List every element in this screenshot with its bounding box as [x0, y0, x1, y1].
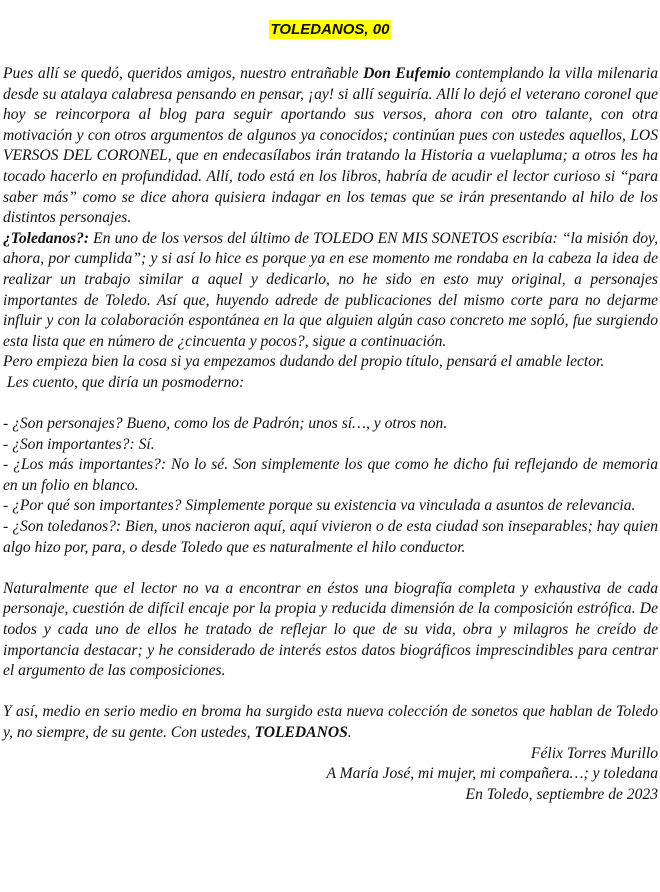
paragraph-intro	[3, 64, 658, 229]
paragraph-posmoderno: Les cuento, que diría un posmoderno:	[3, 373, 245, 391]
paragraph-intro-text-2: contemplando la villa milenaria desde su atalaya calabresa pensando en pensar, ¡ay! si allí seguiría. Allí lo dejó el veterano coronel que hoy se reincorpora al blog para seguir aportando sus versos, ahora con otro talante, con otra motivación y con otros argumentos de algunos ya conocidos; continúan pues con ustedes aquellos, LOS VERSOS DEL CORONEL, que en endecasílabos irán tratando la Historia a vuelapluma; a otros les ha tocado hacerlo en profundidad. Allí, todo está en los libros, habría de acudir el lector curioso si “para saber más” como se dice ahora quisiera indagar en los temas que se irán presentando al hilo de los distintos personajes.	[3, 65, 658, 227]
paragraph-toledanos-text: En uno de los versos del último de TOLEDO EN MIS SONETOS escribía: “la misión doy, ahora, por cumplida”; y si así lo hice es porque ya en ese momento me rondaba en la cabeza la idea de realizar un trabajo similar a aquel y dedicarlo, no he sido en esto muy original, a personajes importantes de Toledo. Así que, huyendo adrede de publicaciones del mismo corte para no dejarme influir y con la colaboración espontánea en la que alguien algún caso concreto me sopló, fue surgiendo esta lista que en número de ¿cincuenta y pocos?, sigue a continuación.	[3, 229, 658, 350]
spacer	[3, 558, 658, 579]
paragraph-biography-note: Naturalmente que el lector no va a encontrar en éstos una biografía completa y exhaustiva de cada personaje, cuestión de difícil encaje por la propia y reducida dimensión de la composición estrófica. De todos y cada uno de ellos he tratado de reflejar lo que de su vida, obra y milagros he creído de importancia destacar; y he considerado de interés estos datos biográficos imprescindibles para centrar el argumento de las composiciones.	[3, 579, 658, 680]
page-title: TOLEDANOS, 00	[270, 21, 390, 38]
qa-item: - ¿Son importantes?: Sí.	[3, 435, 155, 453]
paragraph-intro-text-1: Pues allí se quedó, queridos amigos, nuestro entrañable	[3, 65, 364, 82]
qa-item: - ¿Son personajes? Bueno, como los de Padrón; unos sí…, y otros non.	[3, 415, 448, 433]
signature-author: Félix Torres Murillo	[530, 744, 658, 762]
qa-item: - ¿Los más importantes?: No lo sé. Son simplemente los que como he dicho fui reflejando de memoria en un folio en blanco.	[3, 456, 658, 494]
paragraph-closing-period: .	[347, 724, 352, 741]
title-block	[0, 21, 660, 39]
signature-place-date: En Toledo, septiembre de 2023	[465, 785, 658, 803]
qa-item: - ¿Son toledanos?: Bien, unos nacieron aquí, aquí vivieron o de esta ciudad son inseparables; hay quien algo hizo por, para, o desde Toledo que es naturalmente el hilo conductor.	[3, 518, 658, 556]
paragraph-closing	[3, 702, 658, 743]
spacer	[3, 682, 658, 703]
paragraph-title-doubt: Pero empieza bien la cosa si ya empezamos dudando del propio título, pensará el amable lector.	[3, 353, 605, 371]
qa-item: - ¿Por qué son importantes? Simplemente porque su existencia va vinculada a asuntos de relevancia.	[3, 497, 636, 515]
paragraph-closing-text: Y así, medio en serio medio en broma ha surgido esta nueva colección de sonetos que hablan de Toledo y, no siempre, de su gente. Con ustedes,	[3, 703, 658, 741]
don-eufemio-name: Don Eufemio	[363, 65, 451, 82]
document-body	[3, 64, 658, 805]
toledanos-bold: TOLEDANOS	[254, 724, 348, 741]
signature-dedication: A María José, mi mujer, mi compañera…; y toledana	[326, 765, 658, 783]
paragraph-toledanos	[3, 229, 658, 353]
toledanos-heading: ¿Toledanos?:	[3, 229, 90, 247]
spacer	[3, 394, 658, 415]
